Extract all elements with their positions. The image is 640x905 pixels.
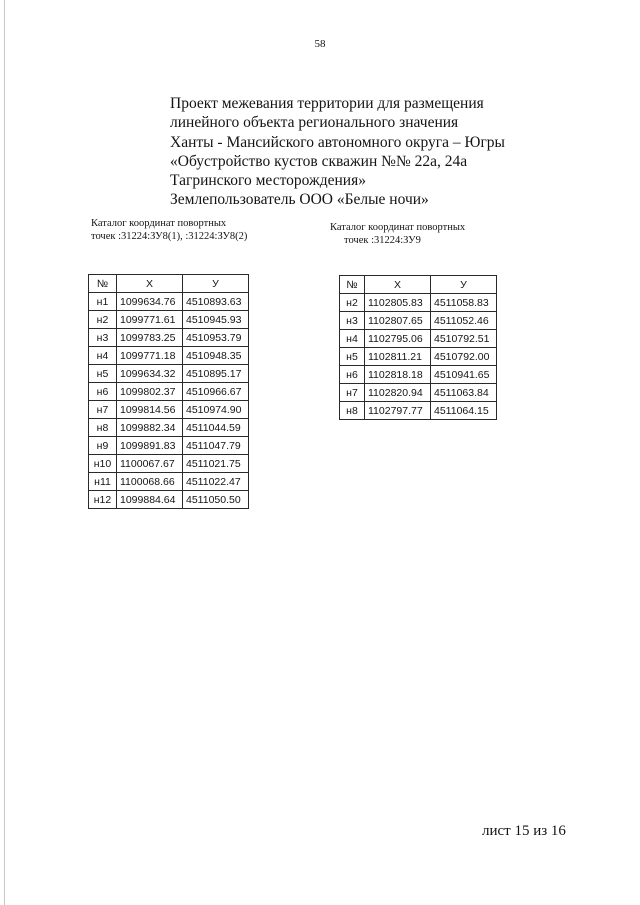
column-header-number: № — [89, 275, 117, 293]
table-row — [89, 293, 249, 311]
point-number-cell: н4 — [340, 330, 365, 348]
y-coordinate-cell: 4510792.00 — [431, 348, 497, 366]
point-number-cell: н9 — [89, 437, 117, 455]
caption-line: точек :31224:ЗУ8(1), :31224:ЗУ8(2) — [91, 231, 248, 242]
title-line: Землепользователь ООО «Белые ночи» — [170, 191, 429, 209]
table-row — [89, 437, 249, 455]
point-number-cell: н2 — [89, 311, 117, 329]
x-coordinate-cell: 1102795.06 — [365, 330, 431, 348]
right-coordinates-table — [339, 275, 497, 420]
table-row — [89, 365, 249, 383]
y-coordinate-cell: 4511044.59 — [183, 419, 249, 437]
x-coordinate-cell: 1102797.77 — [365, 402, 431, 420]
x-coordinate-cell: 1102818.18 — [365, 366, 431, 384]
y-coordinate-cell: 4511064.15 — [431, 402, 497, 420]
y-coordinate-cell: 4510895.17 — [183, 365, 249, 383]
y-coordinate-cell: 4510945.93 — [183, 311, 249, 329]
x-coordinate-cell: 1100068.66 — [117, 473, 183, 491]
right-table-caption — [330, 221, 465, 247]
title-line: Проект межевания территории для размещения — [170, 95, 484, 112]
page-number: 58 — [314, 38, 326, 50]
y-coordinate-cell: 4511022.47 — [183, 473, 249, 491]
y-coordinate-cell: 4510966.67 — [183, 383, 249, 401]
table-row — [340, 312, 497, 330]
left-table-caption — [91, 217, 247, 243]
title-line: Тагринского месторождения» — [170, 172, 366, 190]
sheet-counter: лист 15 из 16 — [482, 823, 566, 839]
x-coordinate-cell: 1102805.83 — [365, 294, 431, 312]
title-line: «Обустройство кустов скважин №№ 22а, 24а — [170, 152, 468, 170]
point-number-cell: н5 — [340, 348, 365, 366]
point-number-cell: н10 — [89, 455, 117, 473]
table-row — [89, 311, 249, 329]
table-row — [89, 347, 249, 365]
caption-line: Каталог координат повортных — [330, 222, 466, 233]
table-row — [89, 329, 249, 347]
y-coordinate-cell: 4511047.79 — [183, 437, 249, 455]
x-coordinate-cell: 1102811.21 — [365, 348, 431, 366]
table-row — [89, 419, 249, 437]
x-coordinate-cell: 1100067.67 — [117, 455, 183, 473]
point-number-cell: н7 — [340, 384, 365, 402]
caption-line: точек :31224:ЗУ9 — [344, 235, 421, 246]
x-coordinate-cell: 1099814.56 — [117, 401, 183, 419]
table-row — [89, 455, 249, 473]
y-coordinate-cell: 4511058.83 — [431, 294, 497, 312]
table-row — [340, 384, 497, 402]
point-number-cell: н8 — [340, 402, 365, 420]
column-header-y: У — [431, 276, 497, 294]
x-coordinate-cell: 1102807.65 — [365, 312, 431, 330]
x-coordinate-cell: 1102820.94 — [365, 384, 431, 402]
point-number-cell: н3 — [89, 329, 117, 347]
y-coordinate-cell: 4510953.79 — [183, 329, 249, 347]
table-row — [89, 473, 249, 491]
table-row — [340, 348, 497, 366]
table-header-row — [89, 275, 249, 293]
table-header-row — [340, 276, 497, 294]
column-header-y: У — [183, 275, 249, 293]
point-number-cell: н11 — [89, 473, 117, 491]
x-coordinate-cell: 1099802.37 — [117, 383, 183, 401]
y-coordinate-cell: 4511063.84 — [431, 384, 497, 402]
table-row — [89, 401, 249, 419]
point-number-cell: н1 — [89, 293, 117, 311]
title-line: Ханты - Мансийского автономного округа – Югры — [170, 133, 505, 151]
point-number-cell: н8 — [89, 419, 117, 437]
y-coordinate-cell: 4511021.75 — [183, 455, 249, 473]
right-table-body — [340, 294, 497, 420]
caption-line: Каталог координат повортных — [91, 218, 227, 229]
table-row — [340, 294, 497, 312]
x-coordinate-cell: 1099783.25 — [117, 329, 183, 347]
table-row — [340, 402, 497, 420]
table-row — [340, 366, 497, 384]
point-number-cell: н5 — [89, 365, 117, 383]
y-coordinate-cell: 4510893.63 — [183, 293, 249, 311]
column-header-x: X — [365, 276, 431, 294]
x-coordinate-cell: 1099634.76 — [117, 293, 183, 311]
left-coordinates-table — [88, 274, 249, 509]
column-header-number: № — [340, 276, 365, 294]
table-row — [89, 491, 249, 509]
point-number-cell: н3 — [340, 312, 365, 330]
point-number-cell: н4 — [89, 347, 117, 365]
x-coordinate-cell: 1099634.32 — [117, 365, 183, 383]
y-coordinate-cell: 4510948.35 — [183, 347, 249, 365]
table-row — [340, 330, 497, 348]
column-header-x: X — [117, 275, 183, 293]
x-coordinate-cell: 1099882.34 — [117, 419, 183, 437]
document-title — [170, 94, 505, 210]
table-row — [89, 383, 249, 401]
point-number-cell: н2 — [340, 294, 365, 312]
title-line: линейного объекта регионального значения — [170, 114, 459, 132]
left-table-body — [89, 293, 249, 509]
x-coordinate-cell: 1099771.18 — [117, 347, 183, 365]
y-coordinate-cell: 4510974.90 — [183, 401, 249, 419]
x-coordinate-cell: 1099891.83 — [117, 437, 183, 455]
y-coordinate-cell: 4510792.51 — [431, 330, 497, 348]
scan-edge-line — [4, 0, 5, 905]
y-coordinate-cell: 4511050.50 — [183, 491, 249, 509]
y-coordinate-cell: 4510941.65 — [431, 366, 497, 384]
x-coordinate-cell: 1099771.61 — [117, 311, 183, 329]
x-coordinate-cell: 1099884.64 — [117, 491, 183, 509]
point-number-cell: н7 — [89, 401, 117, 419]
point-number-cell: н6 — [340, 366, 365, 384]
point-number-cell: н6 — [89, 383, 117, 401]
y-coordinate-cell: 4511052.46 — [431, 312, 497, 330]
point-number-cell: н12 — [89, 491, 117, 509]
